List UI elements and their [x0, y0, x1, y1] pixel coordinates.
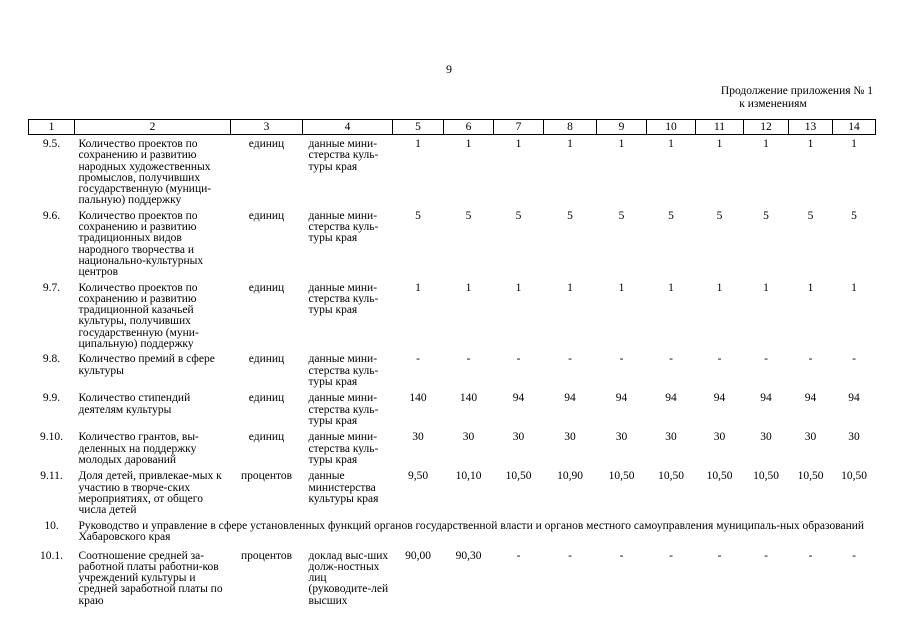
value-cell: 10,50 — [608, 470, 635, 483]
value-cell: - — [717, 549, 722, 562]
value-cell: 1 — [668, 138, 674, 150]
value-cell: 94 — [848, 392, 860, 405]
value-cell: 5 — [668, 209, 674, 222]
value-cell: 1 — [415, 281, 421, 294]
value-cell: 30 — [412, 431, 424, 444]
value-cell: 5 — [851, 209, 857, 222]
header-cell: 1 — [29, 120, 75, 135]
data-source: данные мини-стерства куль-туры края — [308, 431, 379, 466]
value-cell: - — [619, 353, 624, 366]
value-cell: - — [516, 353, 521, 366]
value-cell: 10,50 — [658, 470, 684, 483]
unit: единиц — [248, 138, 285, 150]
value-cell: - — [619, 549, 624, 562]
value-cell: - — [764, 353, 768, 366]
value-cell: - — [669, 549, 673, 562]
value-cell: 5 — [567, 209, 573, 222]
value-cell: 1 — [465, 138, 472, 150]
data-source: данные мини-стерства куль-туры края — [308, 392, 379, 427]
table-row — [29, 207, 876, 279]
header-cell: 4 — [303, 120, 393, 135]
row-number: 9.10. — [40, 431, 63, 444]
value-cell: 10,50 — [797, 470, 824, 483]
data-source: данные мини-стерства куль-туры края — [308, 138, 379, 173]
value-cell: 10,50 — [706, 470, 733, 483]
value-cell: - — [516, 549, 521, 562]
indicator-name: Количество проектов по сохранению и развитию традиционной казачьей культуры, получивших государственную (муни-ципальную) поддержку — [78, 281, 199, 351]
continuation-line2: к изменениям — [739, 98, 807, 110]
value-cell: 30 — [804, 431, 817, 444]
value-cell: 1 — [668, 281, 674, 294]
value-cell: 9,50 — [407, 470, 429, 483]
value-cell: 1 — [618, 281, 625, 294]
value-cell: - — [808, 353, 813, 366]
table-row — [29, 279, 876, 351]
value-cell: 5 — [716, 209, 723, 222]
row-number: 9.7. — [42, 281, 61, 294]
data-source: данные министерства культуры края — [308, 470, 379, 505]
header-cell: 13 — [789, 120, 833, 135]
header-cell: 3 — [231, 120, 303, 135]
value-cell: 1 — [515, 281, 522, 294]
value-cell: - — [416, 353, 420, 366]
unit: процентов — [240, 470, 293, 483]
value-cell: 10,50 — [505, 470, 532, 483]
section-row — [29, 517, 876, 547]
header-cell: 11 — [696, 120, 744, 135]
value-cell: 94 — [713, 392, 726, 405]
value-cell: 5 — [618, 209, 625, 222]
header-cell: 2 — [75, 120, 231, 135]
value-cell: - — [764, 549, 768, 562]
table-row — [29, 428, 876, 467]
header-cell: 9 — [597, 120, 647, 135]
value-cell: 1 — [618, 138, 625, 150]
value-cell: 30 — [848, 431, 860, 444]
value-cell: 1 — [716, 281, 723, 294]
table-row — [29, 467, 876, 516]
value-cell: 30 — [713, 431, 726, 444]
table-row — [29, 135, 876, 207]
value-cell: - — [669, 353, 673, 366]
indicator-name: Соотношение средней за-работной платы работни-ков учреждений культуры и средней заработной платы по краю — [78, 549, 223, 607]
value-cell: 94 — [564, 392, 576, 405]
value-cell: - — [852, 549, 856, 562]
value-cell: - — [466, 353, 471, 366]
value-cell: 10,50 — [753, 470, 779, 483]
value-cell: 1 — [807, 138, 814, 150]
section-number: 10. — [44, 519, 59, 532]
continuation-line1: Продолжение приложения № 1 — [720, 85, 873, 97]
value-cell: 94 — [615, 392, 628, 405]
table-row — [29, 350, 876, 389]
value-cell: 10,90 — [557, 470, 583, 483]
value-cell: 1 — [851, 138, 857, 150]
value-cell: 140 — [459, 392, 478, 405]
unit: единиц — [248, 281, 285, 294]
value-cell: 10,50 — [841, 470, 867, 483]
value-cell: 5 — [465, 209, 472, 222]
value-cell: 5 — [807, 209, 814, 222]
value-cell: 30 — [665, 431, 677, 444]
data-source: доклад выс-ших долж-ностных лиц (руководите-лей высших — [308, 549, 389, 607]
page-number: 9 — [446, 62, 452, 76]
row-number: 10.1. — [40, 549, 63, 562]
continuation-note — [673, 85, 873, 111]
value-cell: 30 — [462, 431, 475, 444]
header-cell: 7 — [494, 120, 544, 135]
table-row — [29, 389, 876, 428]
data-source: данные мини-стерства куль-туры края — [308, 209, 379, 245]
value-cell: - — [808, 549, 813, 562]
unit: единиц — [248, 353, 285, 366]
indicator-name: Доля детей, привлекае-мых к участию в творче-ских мероприятиях, от общего числа детей — [78, 470, 222, 517]
header-cell: 14 — [833, 120, 876, 135]
value-cell: 30 — [615, 431, 628, 444]
indicator-name: Количество проектов по сохранению и развитию народных художественных промыслов, получивших государственную (муници-пальную) поддержку — [78, 138, 212, 207]
header-cell: 12 — [744, 120, 789, 135]
row-number: 9.6. — [42, 209, 61, 222]
value-cell: 5 — [415, 209, 421, 222]
unit: единиц — [248, 392, 285, 405]
value-cell: 94 — [760, 392, 772, 405]
value-cell: 1 — [716, 138, 723, 150]
value-cell: 30 — [512, 431, 525, 444]
row-number: 9.5. — [42, 138, 61, 150]
value-cell: 94 — [804, 392, 817, 405]
indicator-name: Количество проектов по сохранению и развитию традиционных видов народного творчества и национально-культурных центров — [78, 209, 204, 279]
value-cell: 10,10 — [455, 470, 482, 483]
indicator-name: Количество премий в сфере культуры — [78, 353, 215, 377]
value-cell: 1 — [763, 281, 769, 294]
value-cell: 1 — [807, 281, 814, 294]
unit: процентов — [240, 549, 293, 562]
value-cell: 30 — [760, 431, 772, 444]
value-cell: 1 — [763, 138, 769, 150]
value-cell: 90,30 — [455, 549, 482, 562]
row-number: 9.11. — [40, 470, 63, 483]
value-cell: 1 — [851, 281, 857, 294]
indicator-name: Количество стипендий деятелям культуры — [78, 392, 191, 416]
value-cell: 94 — [512, 392, 525, 405]
section-title: Руководство и управление в сфере установленных функций органов государственной власти и органов местного самоуправления муниципаль-ных образований Хабаровского края — [78, 519, 865, 543]
value-cell: 1 — [515, 138, 522, 150]
value-cell: 1 — [567, 138, 573, 150]
value-cell: 1 — [415, 138, 421, 150]
table-row — [29, 547, 876, 617]
value-cell: 5 — [515, 209, 522, 222]
indicators-table — [28, 119, 876, 617]
value-cell: 1 — [465, 281, 472, 294]
header-cell: 5 — [393, 120, 444, 135]
value-cell: 1 — [567, 281, 573, 294]
indicator-name: Количество грантов, вы-деленных на поддержку молодых дарований — [78, 431, 199, 466]
value-cell: 30 — [564, 431, 576, 444]
unit: единиц — [248, 209, 285, 222]
value-cell: 94 — [665, 392, 677, 405]
column-number-header — [29, 120, 876, 135]
value-cell: - — [852, 353, 856, 366]
value-cell: 5 — [763, 209, 769, 222]
unit: единиц — [248, 431, 285, 444]
value-cell: - — [568, 549, 572, 562]
header-cell: 8 — [544, 120, 597, 135]
header-cell: 10 — [647, 120, 696, 135]
row-number: 9.9. — [42, 392, 61, 405]
row-number: 9.8. — [42, 353, 61, 366]
value-cell: 90,00 — [405, 549, 431, 562]
value-cell: 140 — [409, 392, 427, 405]
value-cell: - — [568, 353, 572, 366]
value-cell: - — [717, 353, 722, 366]
data-source: данные мини-стерства куль-туры края — [308, 353, 379, 388]
header-cell: 6 — [444, 120, 494, 135]
data-source: данные мини-стерства куль-туры края — [308, 281, 379, 317]
